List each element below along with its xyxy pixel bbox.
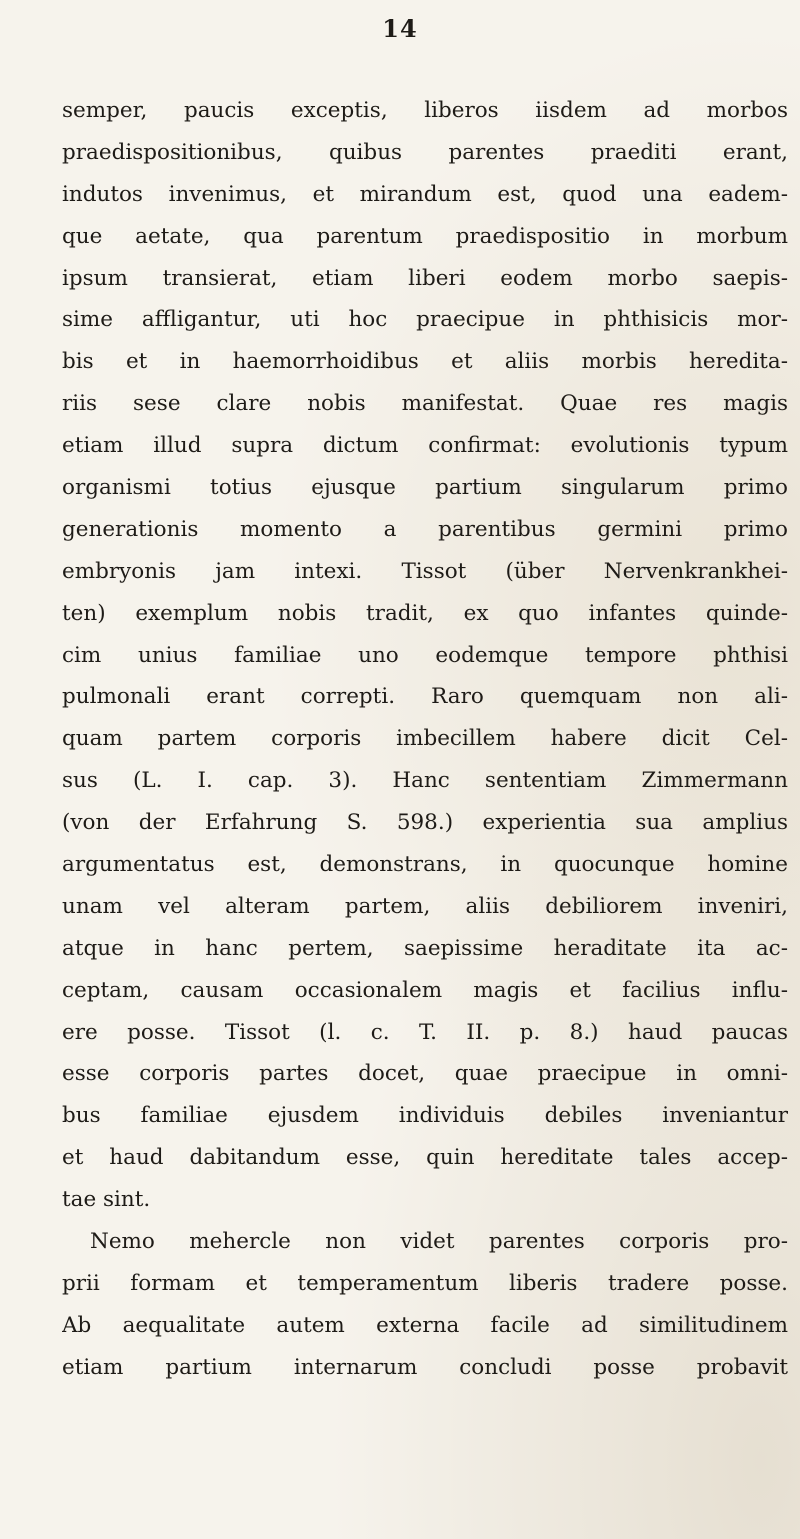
text-line: generationis momento a parentibus germini primo — [62, 516, 788, 542]
text-line: embryonis jam intexi. Tissot (über Nervenkrankhei- — [62, 558, 788, 584]
page-number: 14 — [382, 14, 418, 43]
text-line: unam vel alteram partem, aliis debiliorem inveniri, — [62, 893, 788, 919]
text-line: cim unius familiae uno eodemque tempore phthisi — [62, 642, 788, 668]
text-line: riis sese clare nobis manifestat. Quae res magis — [62, 391, 788, 417]
text-line: atque in hanc pertem, saepissime heraditate ita ac- — [62, 935, 788, 961]
text-line: Ab aequalitate autem externa facile ad similitudinem — [62, 1312, 788, 1338]
text-line: ere posse. Tissot (l. c. T. II. p. 8.) haud paucas — [62, 1019, 788, 1045]
text-line: que aetate, qua parentum praedispositio in morbum — [62, 223, 788, 249]
text-line: etiam partium internarum concludi posse probavit — [62, 1354, 788, 1380]
text-line: pulmonali erant correpti. Raro quemquam non ali- — [62, 684, 788, 710]
text-line: prii formam et temperamentum liberis tradere posse. — [62, 1270, 788, 1296]
text-line: praedispositionibus, quibus parentes praediti erant, — [62, 139, 788, 165]
text-line: (von der Erfahrung S. 598.) experientia sua amplius — [62, 810, 788, 836]
text-line: ceptam, causam occasionalem magis et facilius influ- — [62, 977, 788, 1003]
text-line: esse corporis partes docet, quae praecipue in omni- — [62, 1061, 788, 1087]
text-line: sus (L. I. cap. 3). Hanc sententiam Zimmermann — [62, 768, 788, 794]
text-line: semper, paucis exceptis, liberos iisdem ad morbos — [62, 98, 788, 123]
text-line: indutos invenimus, et mirandum est, quod una eadem- — [62, 181, 788, 207]
text-line: tae sint. — [62, 1187, 151, 1213]
text-line: et haud dabitandum esse, quin hereditate tales accep- — [62, 1145, 788, 1171]
text-line: organismi totius ejusque partium singularum primo — [62, 475, 788, 501]
text-line: argumentatus est, demonstrans, in quocunque homine — [62, 852, 788, 878]
paragraph-1 — [62, 90, 788, 1221]
text-line: ten) exemplum nobis tradit, ex quo infantes quinde- — [62, 600, 788, 626]
body-text — [62, 90, 788, 1389]
text-line: ipsum transierat, etiam liberi eodem morbo saepis- — [62, 265, 788, 291]
text-line: bus familiae ejusdem individuis debiles inveniantur — [62, 1103, 788, 1129]
paragraph-2 — [62, 1221, 788, 1389]
text-line: bis et in haemorrhoidibus et aliis morbis heredita- — [62, 349, 788, 375]
text-line: sime affligantur, uti hoc praecipue in phthisicis mor- — [62, 307, 788, 333]
text-line: etiam illud supra dictum confirmat: evolutionis typum — [62, 433, 788, 459]
text-line: quam partem corporis imbecillem habere dicit Cel- — [62, 726, 788, 752]
text-line: Nemo mehercle non videt parentes corporis pro- — [90, 1229, 788, 1255]
